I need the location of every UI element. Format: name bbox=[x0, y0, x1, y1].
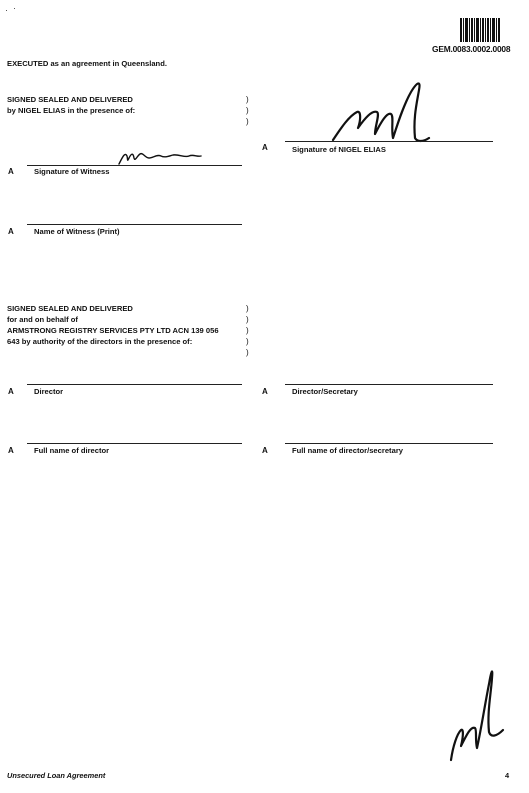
footer-title: Unsecured Loan Agreement bbox=[7, 771, 106, 780]
nigel-signature-label: Signature of NIGEL ELIAS bbox=[292, 145, 386, 154]
party2-authority: 643 by authority of the directors in the presence of: bbox=[7, 337, 193, 346]
nigel-signature-line bbox=[285, 141, 493, 142]
page-number: 4 bbox=[505, 771, 510, 780]
nigel-elias-signature bbox=[325, 76, 445, 146]
party1-heading: SIGNED SEALED AND DELIVERED bbox=[7, 95, 133, 104]
arrow-marker: A bbox=[262, 143, 268, 152]
arrow-marker: A bbox=[8, 167, 14, 176]
bracket: ) bbox=[246, 337, 249, 346]
document-id: GEM.0083.0002.0008 bbox=[432, 44, 511, 54]
bracket: ) bbox=[246, 348, 249, 357]
arrow-marker: A bbox=[8, 387, 14, 396]
witness-signature-label: Signature of Witness bbox=[34, 167, 110, 176]
bracket: ) bbox=[246, 315, 249, 324]
initials-signature bbox=[445, 660, 507, 768]
witness-name-line bbox=[27, 224, 242, 225]
scan-speck bbox=[6, 10, 7, 11]
witness-signature-line bbox=[27, 165, 242, 166]
bracket: ) bbox=[246, 304, 249, 313]
director-secretary-name-label: Full name of director/secretary bbox=[292, 446, 403, 455]
arrow-marker: A bbox=[8, 227, 14, 236]
arrow-marker: A bbox=[262, 387, 268, 396]
director-secretary-signature-line bbox=[285, 384, 493, 385]
party2-company: ARMSTRONG REGISTRY SERVICES PTY LTD ACN 139 056 bbox=[7, 326, 219, 335]
director-secretary-name-line bbox=[285, 443, 493, 444]
director-signature-line bbox=[27, 384, 242, 385]
director-name-label: Full name of director bbox=[34, 446, 110, 455]
executed-statement: EXECUTED as an agreement in Queensland. bbox=[7, 59, 167, 68]
party1-subheading: by NIGEL ELIAS in the presence of: bbox=[7, 106, 136, 115]
party2-line2: for and on behalf of bbox=[7, 315, 78, 324]
witness-name-label: Name of Witness (Print) bbox=[34, 227, 120, 236]
bracket: ) bbox=[246, 117, 249, 126]
director-secretary-label: Director/Secretary bbox=[292, 387, 358, 396]
bracket: ) bbox=[246, 326, 249, 335]
scan-speck bbox=[14, 8, 15, 9]
bracket: ) bbox=[246, 106, 249, 115]
arrow-marker: A bbox=[8, 446, 14, 455]
arrow-marker: A bbox=[262, 446, 268, 455]
director-label: Director bbox=[34, 387, 64, 396]
director-name-line bbox=[27, 443, 242, 444]
party2-heading: SIGNED SEALED AND DELIVERED bbox=[7, 304, 133, 313]
barcode-image bbox=[460, 18, 500, 42]
bracket: ) bbox=[246, 95, 249, 104]
